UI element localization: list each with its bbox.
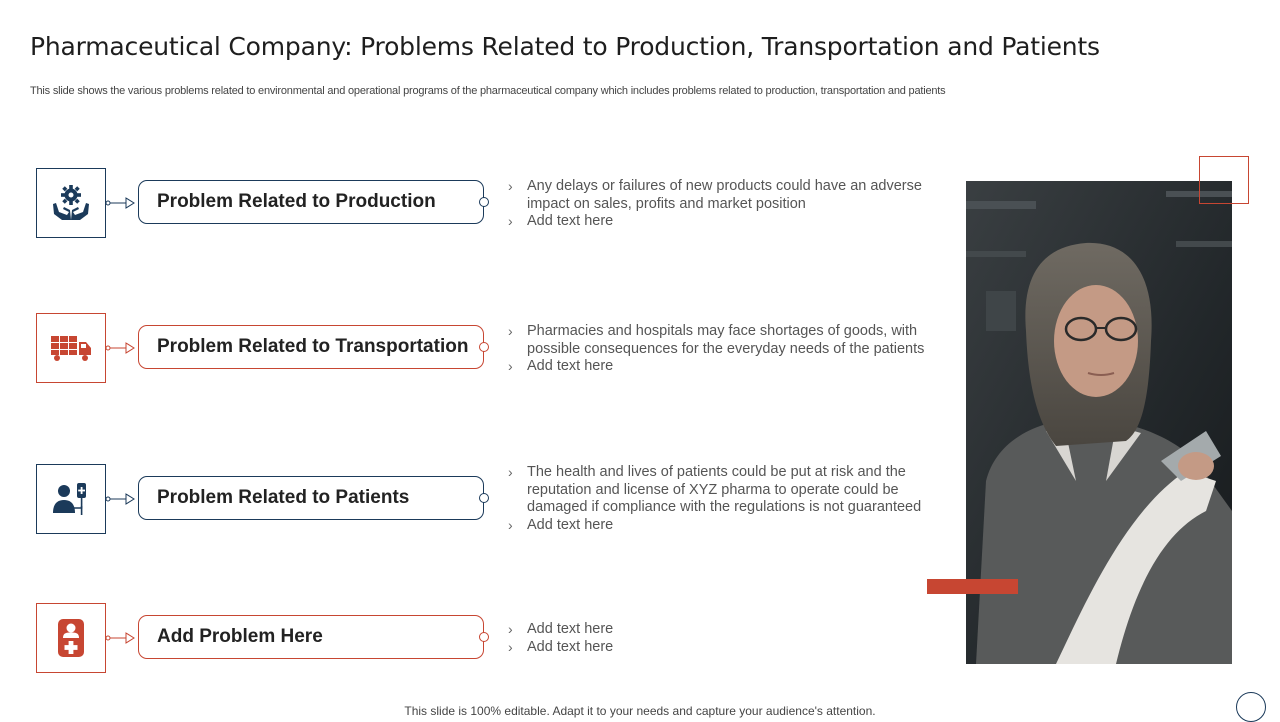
problem-label: Problem Related to Patients — [157, 487, 410, 508]
problem-label-box — [138, 180, 484, 224]
problem-row-production — [0, 168, 940, 242]
problem-label-box — [138, 615, 484, 659]
problem-label-box — [138, 325, 484, 369]
icon-box — [36, 168, 106, 238]
problem-row-add — [0, 603, 940, 677]
icon-box — [36, 313, 106, 383]
pill-connector-dot — [479, 632, 489, 642]
problem-label-box — [138, 476, 484, 520]
medical-id-badge-icon — [55, 618, 87, 658]
footer-note: This slide is 100% editable. Adapt it to your needs and capture your audience's attention. — [404, 704, 876, 718]
chevron-right-icon: › — [508, 178, 513, 194]
bullet-list — [508, 323, 940, 376]
chevron-right-icon: › — [508, 358, 513, 375]
problem-label: Add Problem Here — [157, 626, 323, 647]
pill-connector-dot — [479, 342, 489, 352]
chevron-right-icon: › — [508, 621, 513, 637]
icon-box — [36, 464, 106, 534]
bullet-item: › Add text here — [508, 638, 614, 655]
connector-arrow — [106, 196, 136, 210]
problem-row-transportation — [0, 313, 940, 387]
slide-title: Pharmaceutical Company: Problems Related to Production, Transportation and Patients — [30, 32, 1100, 61]
bullet-item: › Add text here — [508, 358, 614, 375]
bullet-list — [508, 178, 940, 231]
pill-connector-dot — [479, 197, 489, 207]
chevron-right-icon: › — [508, 323, 513, 339]
decorative-square — [1199, 156, 1249, 204]
patient-iv-drip-icon — [51, 479, 91, 519]
connector-arrow — [106, 492, 136, 506]
chevron-right-icon: › — [508, 464, 513, 480]
slide-subtitle: This slide shows the various problems related to environmental and operational programs of the pharmaceutical company which includes problems related to production, transportation and patients — [30, 85, 946, 97]
problem-row-patients — [0, 464, 940, 538]
bullet-item: › Add text here — [508, 213, 614, 230]
chevron-right-icon: › — [508, 638, 513, 655]
bullet-list — [508, 621, 613, 656]
chevron-right-icon: › — [508, 213, 513, 230]
chevron-right-icon: › — [508, 517, 513, 534]
bullet-item: › Add text here — [508, 621, 614, 637]
bullet-item: › Add text here — [508, 517, 614, 534]
bullet-item: › Any delays or failures of new products could have an adverse impact on sales, profits and market position — [508, 178, 922, 212]
decorative-bar — [927, 579, 1018, 594]
problem-label: Problem Related to Production — [157, 191, 436, 212]
problem-label: Problem Related to Transportation — [157, 336, 469, 357]
pill-connector-dot — [479, 493, 489, 503]
bullet-list — [508, 464, 940, 535]
decorative-circle — [1236, 692, 1266, 722]
hands-gear-icon — [50, 182, 92, 224]
icon-box — [36, 603, 106, 673]
delivery-truck-icon — [49, 333, 93, 363]
connector-arrow — [106, 341, 136, 355]
bullet-item: › Pharmacies and hospitals may face shortages of goods, with possible consequences for the everyday needs of the patients — [508, 323, 925, 357]
bullet-item: › The health and lives of patients could be put at risk and the reputation and license of XYZ pharma to operate could be damaged if compliance with the regulations is not guaranteed — [508, 464, 922, 516]
connector-arrow — [106, 631, 136, 645]
